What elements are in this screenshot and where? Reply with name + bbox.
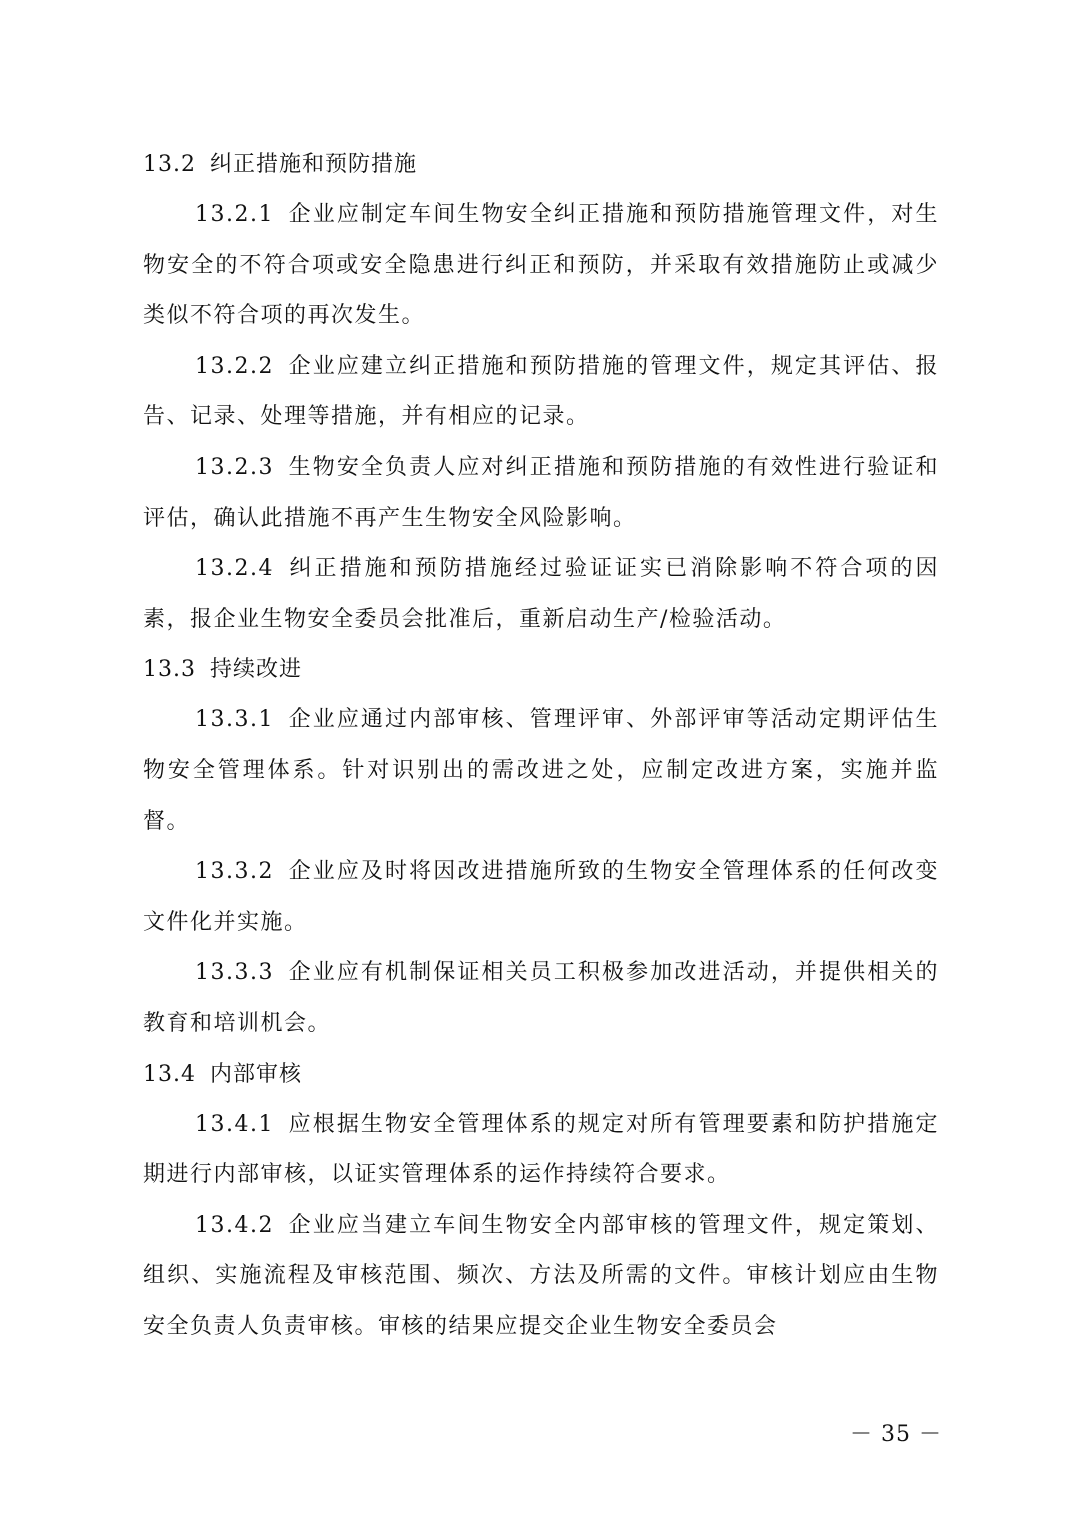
paragraph-13-2-4: 13.2.4 纠正措施和预防措施经过验证证实已消除影响不符合项的因素，报企业生物安全委员会批准后，重新启动生产/检验活动。 [143, 556, 939, 632]
paragraph-13-3-3: 13.3.3 企业应有机制保证相关员工积极参加改进活动，并提供相关的教育和培训机会。 [143, 960, 939, 1036]
section-heading-13-4: 13.4 内部审核 [143, 1061, 302, 1087]
paragraph-13-2-3: 13.2.3 生物安全负责人应对纠正措施和预防措施的有效性进行验证和评估，确认此措施不再产生生物安全风险影响。 [143, 454, 939, 531]
paragraph-13-2-2: 13.2.2 企业应建立纠正措施和预防措施的管理文件，规定其评估、报告、记录、处理等措施，并有相应的记录。 [143, 353, 939, 430]
page-number: － 35 － [850, 1422, 942, 1447]
paragraph-13-4-2: 13.4.2 企业应当建立车间生物安全内部审核的管理文件，规定策划、组织、实施流程及审核范围、频次、方法及所需的文件。审核计划应由生物安全负责人负责审核。审核的结果应提交企业生物安全委员会 [143, 1212, 939, 1339]
paragraph-13-3-1: 13.3.1 企业应通过内部审核、管理评审、外部评审等活动定期评估生物安全管理体系。针对识别出的需改进之处，应制定改进方案，实施并监督。 [143, 707, 939, 834]
paragraph-13-3-2: 13.3.2 企业应及时将因改进措施所致的生物安全管理体系的任何改变文件化并实施。 [143, 859, 939, 935]
section-heading-13-2: 13.2 纠正措施和预防措施 [143, 152, 417, 177]
paragraph-13-4-1: 13.4.1 应根据生物安全管理体系的规定对所有管理要素和防护措施定期进行内部审核，以证实管理体系的运作持续符合要求。 [143, 1111, 939, 1188]
section-heading-13-3: 13.3 持续改进 [143, 657, 302, 683]
paragraph-13-2-1: 13.2.1 企业应制定车间生物安全纠正措施和预防措施管理文件，对生物安全的不符合项或安全隐患进行纠正和预防，并采取有效措施防止或减少类似不符合项的再次发生。 [143, 202, 939, 329]
document-body [143, 140, 939, 1352]
